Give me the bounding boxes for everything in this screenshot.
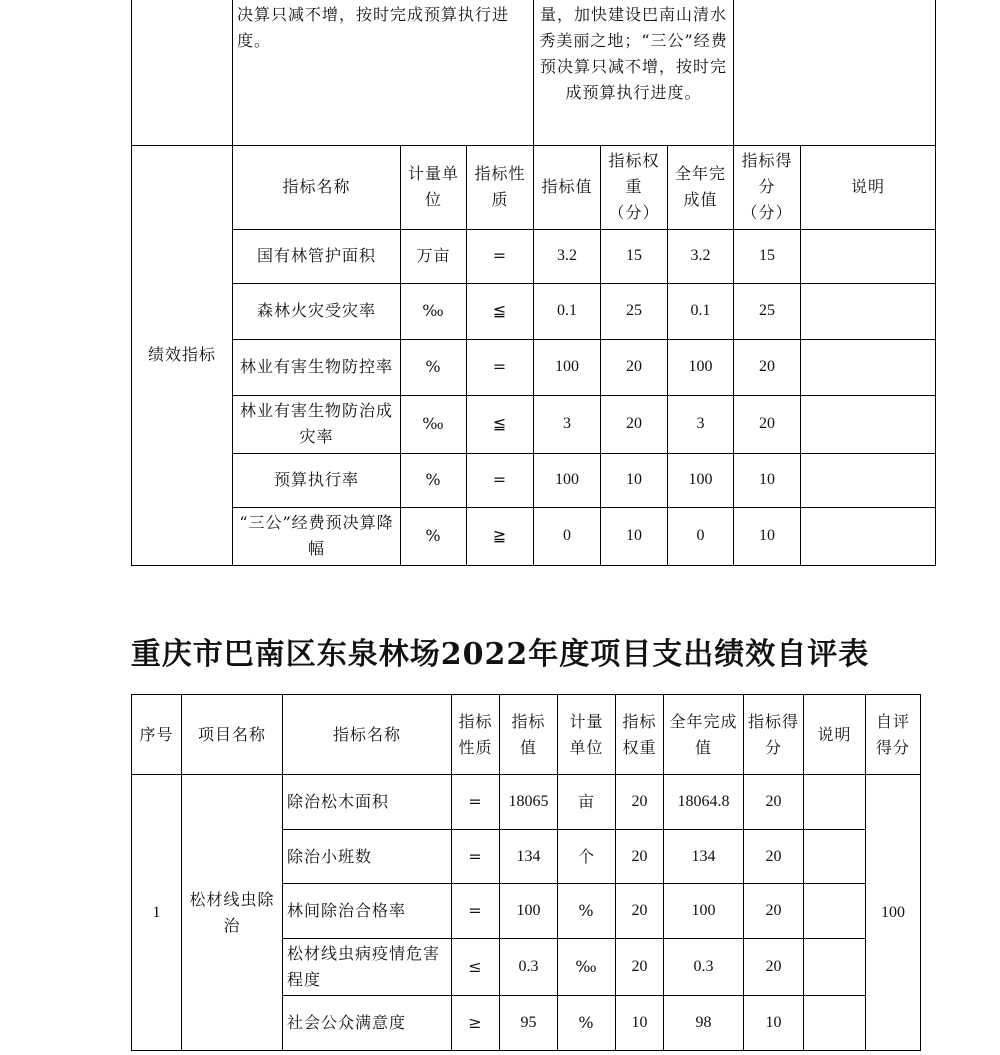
header-self-score: 自评得分 [866,695,921,775]
blank-cell [734,0,936,145]
indicator-value: 0.3 [500,939,558,996]
indicator-weight: 20 [616,830,664,884]
indicator-value: 100 [500,884,558,939]
indicator-note [804,884,866,939]
indicator-score: 20 [734,395,801,453]
section-label: 绩效指标 [132,145,233,565]
indicator-weight: 20 [601,339,668,395]
overflow-row [132,0,936,145]
table-row [132,283,936,339]
indicator-nature: ≧ [467,507,534,565]
indicator-weight: 20 [616,939,664,996]
indicator-nature: ≤ [452,939,500,996]
indicator-unit: ‰ [401,395,467,453]
indicator-value: 0 [534,507,601,565]
header-value: 指标值 [534,145,601,229]
performance-indicator-table [131,0,936,566]
indicator-nature: ≥ [452,996,500,1051]
indicator-weight: 20 [616,884,664,939]
indicator-name: 林业有害生物防控率 [233,339,401,395]
table-row [132,453,936,507]
header-row [132,695,921,775]
indicator-score: 10 [744,996,804,1051]
indicator-name: “三公”经费预决算降幅 [233,507,401,565]
indicator-score: 25 [734,283,801,339]
indicator-actual: 0 [668,507,734,565]
self-evaluation-score: 100 [866,775,921,1051]
indicator-score: 20 [744,775,804,830]
project-name: 松材线虫除治 [182,775,283,1051]
indicator-weight: 10 [601,507,668,565]
indicator-actual: 0.3 [664,939,744,996]
header-nature: 指标性质 [452,695,500,775]
indicator-value: 3 [534,395,601,453]
indicator-weight: 20 [601,395,668,453]
indicator-unit: ‰ [401,283,467,339]
indicator-note [804,775,866,830]
indicator-note [801,339,936,395]
indicator-nature: = [467,453,534,507]
indicator-name: 林业有害生物防治成灾率 [233,395,401,453]
header-seq: 序号 [132,695,182,775]
indicator-nature: = [452,775,500,830]
indicator-score: 20 [744,939,804,996]
header-nature: 指标性质 [467,145,534,229]
indicator-note [801,229,936,283]
indicator-value: 100 [534,453,601,507]
indicator-score: 20 [734,339,801,395]
indicator-score: 20 [744,884,804,939]
blank-cell [132,0,233,145]
header-score: 指标得分 [744,695,804,775]
indicator-actual: 3 [668,395,734,453]
indicator-actual: 134 [664,830,744,884]
indicator-name: 除治松木面积 [283,775,452,830]
project-self-evaluation-table [131,694,921,1051]
indicator-name: 社会公众满意度 [283,996,452,1051]
indicator-name: 除治小班数 [283,830,452,884]
header-note: 说明 [801,145,936,229]
indicator-unit: % [401,507,467,565]
indicator-value: 18065 [500,775,558,830]
indicator-unit: 亩 [558,775,616,830]
indicator-note [804,996,866,1051]
indicator-name: 森林火灾受灾率 [233,283,401,339]
indicator-name: 松材线虫病疫情危害程度 [283,939,452,996]
page-title: 重庆市巴南区东泉林场2022年度项目支出绩效自评表 [130,637,870,672]
indicator-actual: 0.1 [668,283,734,339]
indicator-value: 0.1 [534,283,601,339]
table-row [132,229,936,283]
indicator-note [804,830,866,884]
indicator-note [801,395,936,453]
header-indicator-name: 指标名称 [283,695,452,775]
header-project: 项目名称 [182,695,283,775]
indicator-unit: 个 [558,830,616,884]
indicator-value: 3.2 [534,229,601,283]
indicator-unit: ‰ [558,939,616,996]
indicator-nature: = [452,884,500,939]
indicator-score: 15 [734,229,801,283]
overflow-text-2: 量，加快建设巴南山清水秀美丽之地；“三公”经费预决算只减不增，按时完成预算执行进度。 [534,0,734,145]
header-indicator-name: 指标名称 [233,145,401,229]
table-row [132,339,936,395]
header-value: 指标值 [500,695,558,775]
indicator-weight: 10 [616,996,664,1051]
indicator-nature: = [452,830,500,884]
table-row [132,395,936,453]
header-score: 指标得分（分） [734,145,801,229]
indicator-note [801,507,936,565]
indicator-weight: 20 [616,775,664,830]
indicator-value: 95 [500,996,558,1051]
header-note: 说明 [804,695,866,775]
indicator-name: 国有林管护面积 [233,229,401,283]
indicator-nature: = [467,339,534,395]
header-row [132,145,936,229]
indicator-name: 林间除治合格率 [283,884,452,939]
indicator-nature: = [467,229,534,283]
overflow-text-1: 决算只减不增，按时完成预算执行进度。 [233,0,534,145]
indicator-actual: 100 [664,884,744,939]
indicator-score: 20 [744,830,804,884]
indicator-actual: 100 [668,453,734,507]
indicator-score: 10 [734,507,801,565]
seq-number: 1 [132,775,182,1051]
indicator-note [801,453,936,507]
table-row [132,775,921,830]
indicator-unit: 万亩 [401,229,467,283]
indicator-name: 预算执行率 [233,453,401,507]
indicator-unit: % [558,996,616,1051]
header-actual: 全年完成值 [664,695,744,775]
indicator-value: 100 [534,339,601,395]
indicator-weight: 25 [601,283,668,339]
table-row [132,507,936,565]
indicator-value: 134 [500,830,558,884]
header-weight: 指标权重 [616,695,664,775]
indicator-weight: 15 [601,229,668,283]
indicator-score: 10 [734,453,801,507]
indicator-unit: % [401,453,467,507]
indicator-actual: 100 [668,339,734,395]
indicator-note [801,283,936,339]
indicator-actual: 3.2 [668,229,734,283]
indicator-unit: % [558,884,616,939]
header-unit: 计量单位 [401,145,467,229]
indicator-nature: ≦ [467,395,534,453]
indicator-actual: 98 [664,996,744,1051]
header-weight: 指标权重（分） [601,145,668,229]
header-unit: 计量单位 [558,695,616,775]
indicator-note [804,939,866,996]
indicator-actual: 18064.8 [664,775,744,830]
indicator-unit: % [401,339,467,395]
indicator-weight: 10 [601,453,668,507]
header-actual: 全年完成值 [668,145,734,229]
indicator-nature: ≦ [467,283,534,339]
